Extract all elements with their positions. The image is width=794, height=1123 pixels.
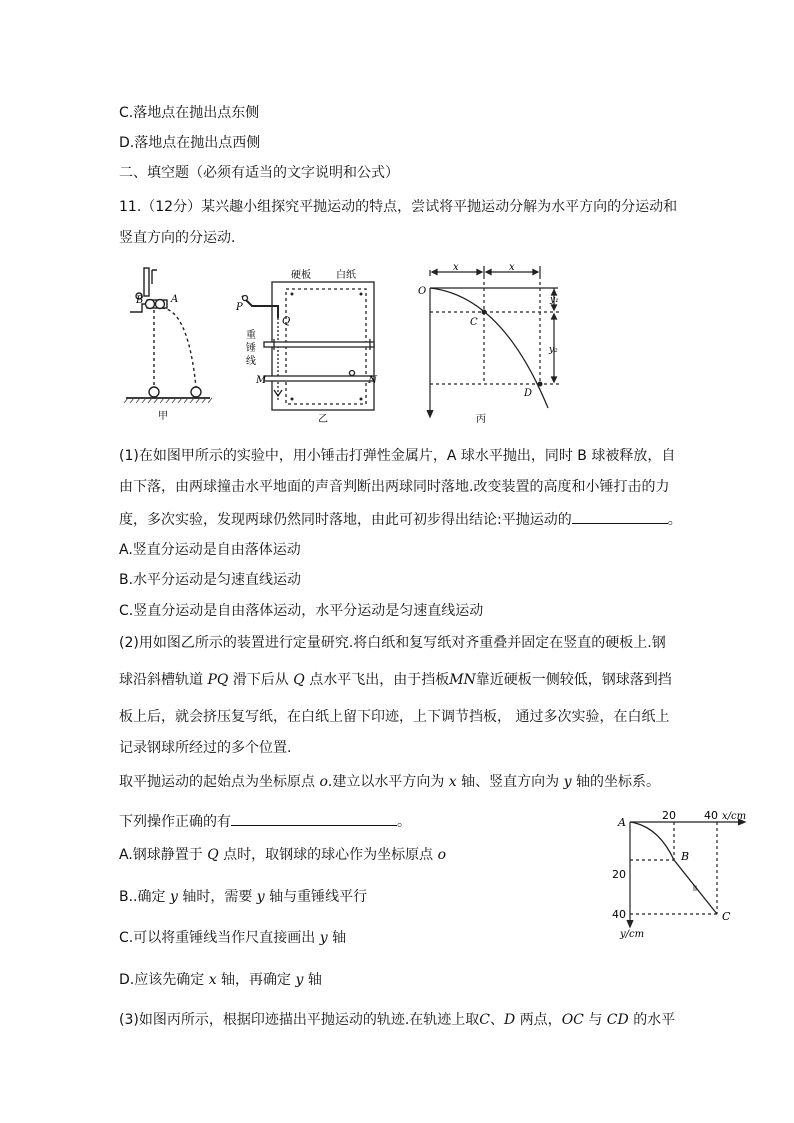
p2-c-y: y xyxy=(319,930,328,946)
p3-d-word: 的水平 xyxy=(633,1012,676,1028)
p3-cd: CD xyxy=(606,1012,629,1028)
point-d xyxy=(538,382,543,387)
figure-yi-label: 乙 xyxy=(318,414,328,425)
p2-origin-o: o xyxy=(319,774,328,790)
label-d: D xyxy=(524,388,533,399)
option-d: D.落地点在抛出点西侧 xyxy=(119,135,261,151)
stand-post xyxy=(144,268,149,296)
point-c xyxy=(482,310,487,315)
p2-l2b: 滑下后从 xyxy=(232,672,289,688)
p2-b3: 轴与重锤线平行 xyxy=(269,889,368,905)
answer-blank-2[interactable] xyxy=(231,810,397,826)
figure-jia xyxy=(122,262,214,427)
label-x2: x xyxy=(509,262,515,273)
p2-a-q: Q xyxy=(207,847,219,863)
grid-y-unit: y/cm xyxy=(620,929,645,940)
p2-option-c xyxy=(119,928,346,948)
p1-option-a: A.竖直分运动是自由落体运动 xyxy=(119,542,301,558)
label-ball-a: A xyxy=(171,294,179,305)
grid-label-c: C xyxy=(722,910,731,923)
p2-l2c: 点水平飞出，由于挡板 xyxy=(309,672,450,688)
p2-ask-end: 。 xyxy=(397,814,411,830)
q11-line-1: 11.（12分）某兴趣小组探究平抛运动的特点，尝试将平抛运动分解为水平方向的分运动和 xyxy=(119,199,678,215)
p2-b1: B..确定 xyxy=(119,889,166,905)
option-c: C.落地点在抛出点东侧 xyxy=(119,105,260,121)
p2-option-a xyxy=(119,845,446,865)
figure-grid xyxy=(608,808,758,948)
p2-b-y2: y xyxy=(256,889,265,905)
p2-line-3: 板上后，就会挤压复写纸，在白纸上留下印迹，上下调节挡板， 通过多次实验，在白纸上 xyxy=(119,709,670,725)
section-title: 二、填空题（必须有适当的文字说明和公式） xyxy=(119,165,399,181)
p2-l2a: 球沿斜槽轨道 xyxy=(119,672,203,688)
p1-option-b: B.水平分运动是匀速直线运动 xyxy=(119,572,302,588)
p2-option-b xyxy=(119,887,367,907)
p2-a2: 点时，取钢球的球心作为坐标原点 xyxy=(223,847,434,863)
p2-l5d: 轴的坐标系。 xyxy=(575,774,660,790)
p3-c-word: 与 xyxy=(588,1012,603,1028)
p1-line-1: (1)在如图甲所示的实验中，用小锤击打弹性金属片，A 球水平抛出，同时 B 球被释放，自 xyxy=(119,448,676,464)
p2-d1: D.应该先确定 xyxy=(119,972,205,988)
p3-d: D xyxy=(504,1012,516,1028)
grid-x-unit: x/cm xyxy=(722,811,747,822)
grid-mark: ĭĭ xyxy=(693,885,697,893)
figure-yi xyxy=(234,262,380,427)
label-y2: y₂ xyxy=(549,345,558,355)
label-hard-board: 硬板 xyxy=(291,270,311,281)
grid-tick-x40: 40 xyxy=(704,809,718,822)
label-plumb-1: 重 xyxy=(246,330,256,341)
label-y1: y₁ xyxy=(550,295,559,305)
hammer xyxy=(152,270,157,284)
baffle-mn xyxy=(264,376,374,381)
p2-question xyxy=(119,810,411,832)
figure-bing-label: 丙 xyxy=(476,414,486,425)
p2-line-5 xyxy=(119,772,660,792)
p3-b: 两点， xyxy=(519,1012,562,1028)
p2-mn: MN xyxy=(449,672,476,688)
p1-line-2: 由下落，由两球撞击水平地面的声音判断出两球同时落地.改变装置的高度和小锤打击的力 xyxy=(119,479,670,495)
p2-q: Q xyxy=(293,672,305,688)
label-white-paper: 白纸 xyxy=(336,270,356,281)
label-o: O xyxy=(418,286,427,297)
grid-label-b: B xyxy=(681,850,690,863)
baffle-upper xyxy=(264,342,374,347)
label-c: C xyxy=(470,317,478,328)
p2-a1: A.钢球静置于 xyxy=(119,847,203,863)
p2-d3: 轴 xyxy=(307,972,322,988)
figure-jia-label: 甲 xyxy=(158,411,168,422)
p2-c2: 轴 xyxy=(332,930,347,946)
label-q: Q xyxy=(282,316,291,327)
p2-pq: PQ xyxy=(207,672,229,688)
p1-line-3 xyxy=(119,508,682,530)
p1-line-3-text: 度，多次实验，发现两球仍然同时落地，由此可初步得出结论:平抛运动的 xyxy=(119,512,572,528)
p2-y-symbol: y xyxy=(563,774,572,790)
label-plumb-2: 锤 xyxy=(246,343,256,354)
p2-b-y1: y xyxy=(169,889,178,905)
grid-tick-x20: 20 xyxy=(662,809,676,822)
p2-line-1: (2)用如图乙所示的装置进行定量研究.将白纸和复写纸对齐重叠并固定在竖直的硬板上.钢 xyxy=(119,635,666,651)
label-n: N xyxy=(368,375,377,386)
label-x1: x xyxy=(453,262,459,273)
grid-label-a: A xyxy=(618,816,626,829)
p2-b2: 轴时，需要 xyxy=(182,889,253,905)
p1-option-c: C.竖直分运动是自由落体运动，水平分运动是匀速直线运动 xyxy=(119,603,484,619)
q11-line-2: 竖直方向的分运动. xyxy=(119,230,236,246)
p2-d-x: x xyxy=(208,972,217,988)
p3-oc: OC xyxy=(561,1012,584,1028)
p3-line-1 xyxy=(119,1010,675,1030)
grid-tick-y20: 20 xyxy=(612,868,626,881)
p2-line-4: 记录钢球所经过的多个位置. xyxy=(119,740,292,756)
p2-line-2 xyxy=(119,670,672,690)
p2-a-o: o xyxy=(437,847,447,863)
label-p: P xyxy=(236,302,243,313)
ball-b-bottom xyxy=(149,387,159,397)
p1-line-3-end: 。 xyxy=(667,512,682,528)
p2-l5a: 取平抛运动的起始点为坐标原点 xyxy=(119,774,315,790)
p2-ask: 下列操作正确的有 xyxy=(119,814,231,830)
p2-option-d xyxy=(119,970,322,990)
p3-c: C xyxy=(479,1012,490,1028)
ball-a-top xyxy=(156,300,165,309)
p2-x-symbol: x xyxy=(448,774,457,790)
p2-d2: 轴，再确定 xyxy=(221,972,292,988)
label-m: M xyxy=(256,375,267,386)
figure-bing xyxy=(412,262,572,427)
ball-b-top xyxy=(146,300,155,309)
label-ball-b: B xyxy=(136,295,144,306)
ball-a-bottom xyxy=(191,387,201,397)
p2-l5c: 轴、竖直方向为 xyxy=(461,774,560,790)
projectile-path xyxy=(162,308,196,387)
answer-blank-1[interactable] xyxy=(572,508,668,524)
p3-sep: 、 xyxy=(490,1012,504,1028)
label-plumb-3: 线 xyxy=(246,356,256,367)
p2-l5b: .建立以水平方向为 xyxy=(327,774,445,790)
p2-d-y: y xyxy=(295,972,304,988)
p2-c1: C.可以将重锤线当作尺直接画出 xyxy=(119,930,316,946)
grid-tick-y40: 40 xyxy=(612,908,626,921)
p3-a: (3)如图丙所示，根据印迹描出平抛运动的轨迹.在轨迹上取 xyxy=(119,1012,480,1028)
p2-l2d: 靠近硬板一侧较低，钢球落到挡 xyxy=(475,672,672,688)
